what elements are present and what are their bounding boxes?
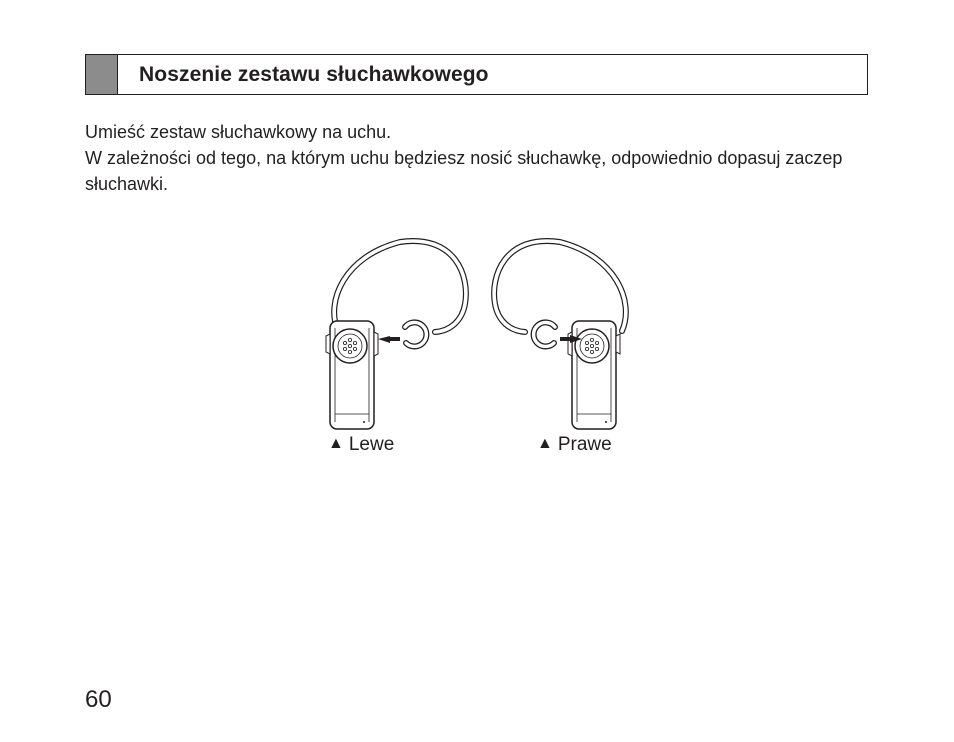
header-tab-marker [86, 55, 118, 94]
paragraph-2: W zależności od tego, na którym uchu będziesz nosić słuchawkę, odpowiednio dopasuj zaczep słuchawki. [85, 148, 843, 194]
section-title: Noszenie zestawu słuchawkowego [139, 62, 489, 86]
body-text [85, 119, 865, 197]
left-headset-icon [326, 241, 466, 429]
section-header [85, 54, 868, 95]
triangle-marker-icon: ▲ [537, 435, 553, 452]
caption-right-label: Prawe [557, 434, 612, 455]
triangle-marker-icon: ▲ [328, 435, 344, 452]
right-headset-icon [494, 241, 626, 429]
caption-left [328, 434, 394, 456]
caption-right [537, 434, 612, 456]
headset-illustration [320, 236, 640, 436]
paragraph-1: Umieść zestaw słuchawkowy na uchu. [85, 122, 392, 142]
page-number: 60 [85, 686, 112, 713]
caption-left-label: Lewe [348, 434, 395, 455]
